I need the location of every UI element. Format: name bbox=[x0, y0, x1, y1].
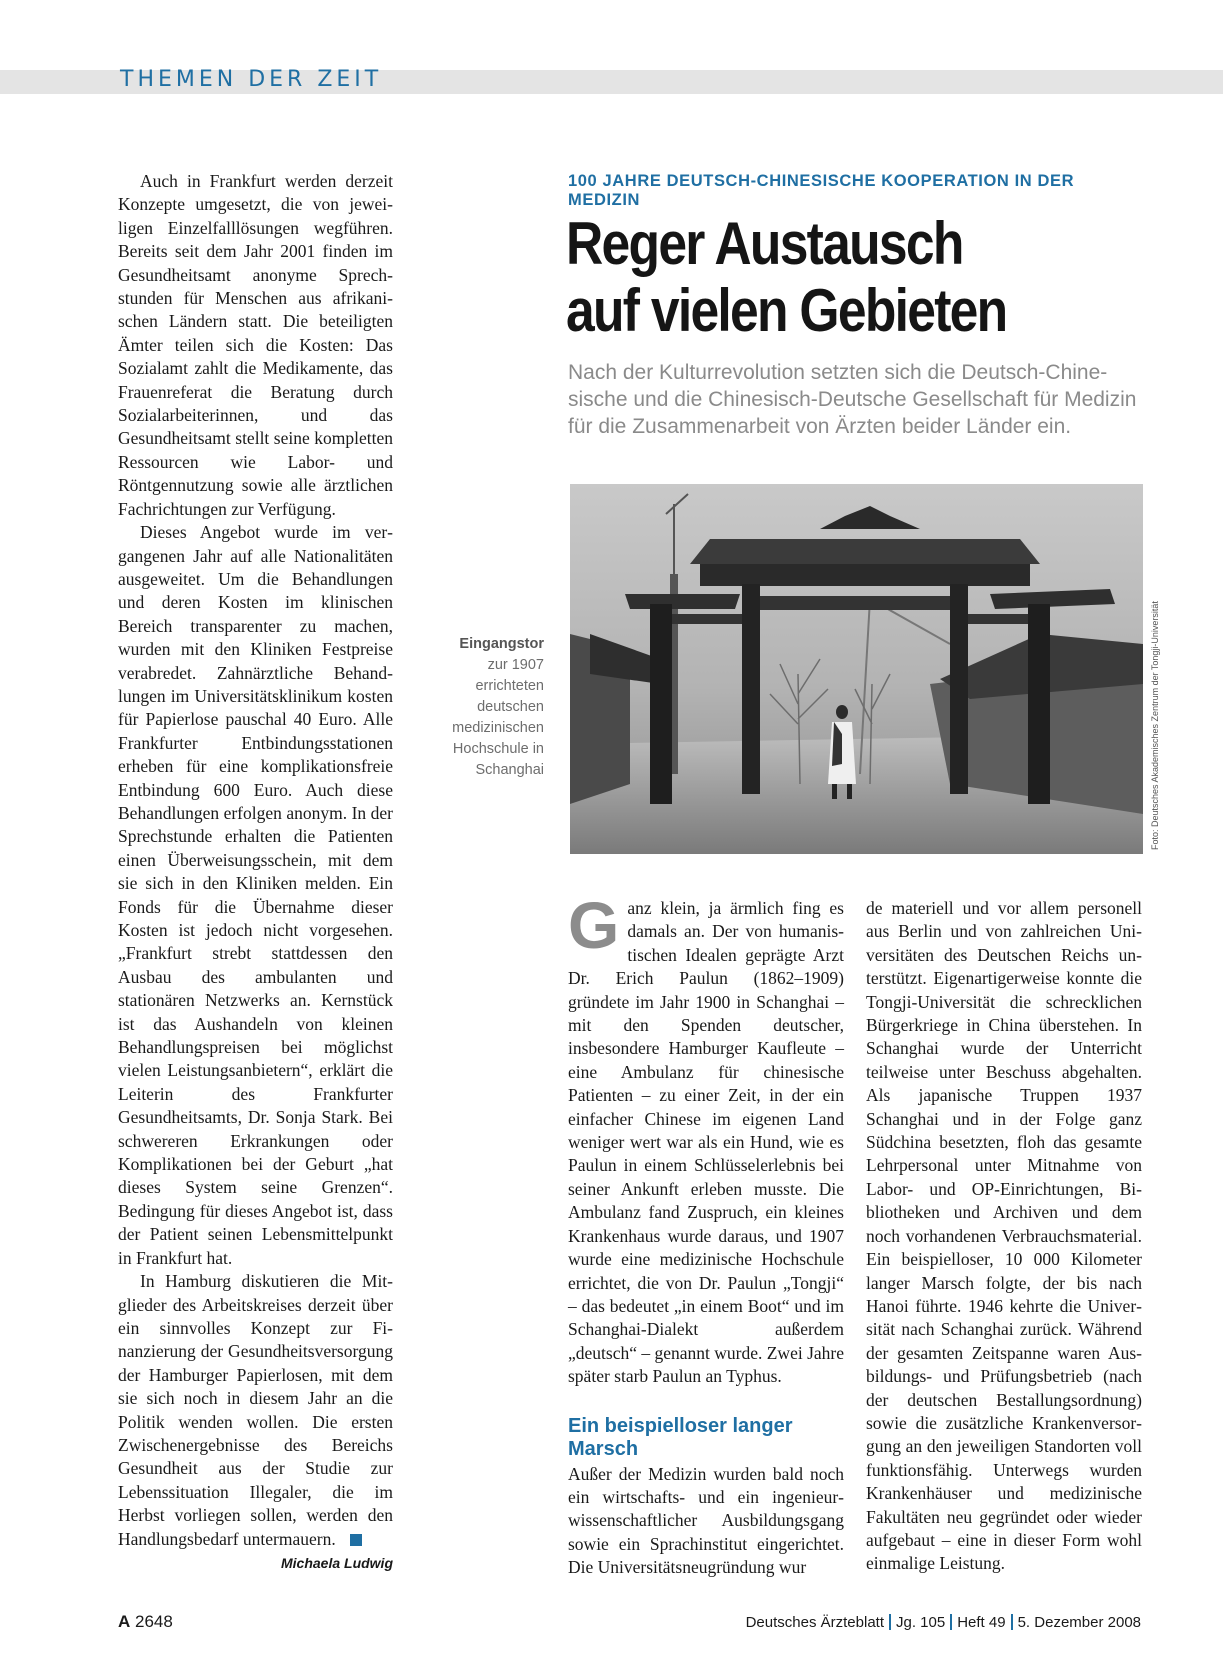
page-number-value: 2648 bbox=[135, 1612, 173, 1631]
caption-title: Eingangstor bbox=[459, 636, 544, 652]
article-kicker: 100 JAHRE DEUTSCH-CHINESISCHE KOOPERATION IN DER MEDIZIN bbox=[568, 172, 1075, 209]
footer-divider bbox=[1011, 1614, 1013, 1630]
middle-paragraph-1 bbox=[568, 888, 845, 1389]
left-paragraph-3 bbox=[118, 1270, 393, 1551]
page-prefix: A bbox=[118, 1612, 131, 1631]
footer-divider bbox=[950, 1614, 952, 1630]
right-column bbox=[866, 897, 1142, 1576]
left-paragraph-3-text: In Hamburg diskutieren die Mitglieder des Arbeitskreises derzeit über ein sinnvolles Konzept zur Finanzierung der Gesundheitsversorgung der Hamburger Papierlosen, mit dem sie sich noch in diesem Jahr an die Politik wenden wollen. Die ersten Zwischenergebnisse des Bereichs Gesundheit aus der Studie zur Lebenssituation Illegaler, die im Herbst vorliegen sollen, werden den Handlungsbedarf untermauern. bbox=[118, 1271, 393, 1549]
subheading: Ein beispielloser langer Marsch bbox=[568, 1414, 793, 1460]
photo-caption bbox=[452, 634, 544, 781]
dropcap: G bbox=[568, 888, 620, 962]
left-paragraph-1: Auch in Frankfurt werden derzeit Konzepte umgesetzt, die von jeweiligen Einzelfalllösungen wegführen. Bereits seit dem Jahr 2001 finden im Gesundheitsamt anonyme Sprechstunden für Menschen aus afrikanischen Ländern statt. Die beteiligten Ämter teilen sich die Kosten: Das Sozialamt zahlt die Medikamente, das Frauenreferat die Beratung durch Sozialarbeiterinnen, und das Gesundheitsamt stellt seine kompletten Ressourcen wie Labor- und Röntgennutzung sowie alle ärztlichen Fachrichtungen zur Verfügung. bbox=[118, 171, 393, 519]
journal-date: 5. Dezember 2008 bbox=[1017, 1614, 1141, 1631]
journal-issue: Heft 49 bbox=[957, 1614, 1006, 1631]
left-paragraph-2: Dieses Angebot wurde im vergangenen Jahr auf alle Nationalitäten ausgeweitet. Um die Behandlungen und deren Kosten im klinischen Bereich transparenter zu machen, wurden mit den Kliniken Festpreise verabredet. Zahnärztliche Behandlungen im Universitätsklinikum kosten für Papierlose pauschal 40 Euro. Alle Frankfurter Entbindungsstationen erheben für eine komplikationsfreie Entbindung 600 Euro. Auch diese Behandlungen erfolgen anonym. In der Sprechstunde erhalten die Patienten einen Überweisungsschein, mit dem sie sich in den Kliniken melden. Ein Fonds für die Übernahme dieser Kosten ist jedoch nicht vorgesehen. „Frankfurt strebt stattdessen den Ausbau des ambulanten und stationären Netzwerks an. Kernstück ist das Aushandeln von kleinen Behandlungspreisen bei möglichst vielen Leistungsanbietern“, erklärt die Leiterin des Frankfurter Gesundheitsamts, Dr. Sonja Stark. Bei schwereren Erkrankungen oder Komplikationen bei der Geburt „hat dieses System seine Grenzen“. Bedingung für dieses Angebot ist, dass der Patient seinen Lebensmittelpunkt in Frankfurt hat. bbox=[118, 522, 393, 1268]
left-column bbox=[118, 170, 393, 1571]
middle-column bbox=[568, 888, 845, 1580]
caption-text: zur 1907 errichteten deutschen medizinischen Hochschule in Schanghai bbox=[452, 657, 544, 778]
end-mark-icon bbox=[350, 1534, 362, 1546]
middle-paragraph-1-text: anz klein, ja ärmlich fing es damals an. Der von humanistischen Idealen geprägte Arzt Dr. Erich Paulun (1862–1909) gründete im Jahr 1900 in Schanghai – mit den Spenden deutscher, insbesondere Hamburger Kaufleute – eine Ambulanz für chinesische Patienten – zu einer Zeit, in der ein einfacher Chinese im eigenen Land weniger wert war als ein Hund, wie es Paulun in einem Schlüsselerlebnis bei seiner Ankunft erleben musste. Die Ambulanz fand Zuspruch, ein kleines Krankenhaus wurde daraus, und 1907 wurde eine medizinische Hochschule errichtet, die von Dr. Paulun „Tongji“ – das bedeutet „in einem Boot“ und im Schanghai-Dialekt außerdem „deutsch“ – genannt wurde. Zwei Jahre später starb Paulun an Typhus. bbox=[568, 898, 845, 1387]
gate-photo-illustration bbox=[570, 484, 1143, 854]
middle-paragraph-2: Außer der Medizin wurden bald noch ein wirtschafts- und ein ingenieurwissenschaftlicher Ausbildungsgang sowie ein Sprachinstitut eingerichtet. Die Universitätsneugründung wur bbox=[568, 1463, 844, 1578]
journal-volume: Jg. 105 bbox=[896, 1614, 946, 1631]
footer-citation bbox=[746, 1614, 1141, 1631]
article-title bbox=[566, 210, 1073, 344]
author: Michaela Ludwig bbox=[280, 1554, 393, 1571]
gate-photo bbox=[570, 484, 1143, 854]
article-title-line-2: auf vielen Gebieten bbox=[566, 277, 1007, 344]
article-lead: Nach der Kulturrevolution setzten sich die Deutsch-Chinesische und die Chinesisch-Deutsche Gesellschaft für Medizin für die Zusammenarbeit von Ärzten beider Länder ein. bbox=[568, 361, 1137, 438]
photo-credit: Foto: Deutsches Akademisches Zentrum der Tongji-Universität bbox=[1150, 601, 1160, 850]
page-number bbox=[118, 1612, 173, 1632]
section-label: THEMEN DER ZEIT bbox=[120, 67, 383, 92]
right-paragraph-1: de materiell und vor allem personell aus Berlin und von zahlreichen Universitäten des Deutschen Reichs unterstützt. Eigenartigerweise konnte die Tongji-Universität die schrecklichen Bürgerkriege in China überstehen. In Schanghai wurde der Unterricht teilweise unter Beschuss abgehalten. Als japanische Truppen 1937 Schanghai und in der Folge ganz Südchina besetzten, floh das gesamte Lehrpersonal unter Mitnahme von Labor- und OP-Einrichtungen, Bibliotheken und Archiven und dem noch vorhandenen Verbrauchsmaterial. Ein beispielloser, 10 000 Kilometer langer Marsch folgte, der bis nach Hanoi führte. 1946 kehrte die Universität nach Schanghai zurück. Während der gesamten Zeitspanne waren Ausbildungs- und Prüfungsbetrieb (nach der deutschen Bestallungsordnung) sowie die zusätzliche Krankenversorgung an den jeweiligen Standorten voll funktionsfähig. Unterwegs wurden Krankenhäuser und medizinische Fakultäten neu gegründet oder wieder aufgebaut – eine in dieser Form wohl einmalige Leistung. bbox=[866, 898, 1142, 1574]
footer-divider bbox=[889, 1614, 891, 1630]
article-title-line-1: Reger Austausch bbox=[566, 210, 963, 277]
journal-name: Deutsches Ärzteblatt bbox=[745, 1614, 884, 1631]
